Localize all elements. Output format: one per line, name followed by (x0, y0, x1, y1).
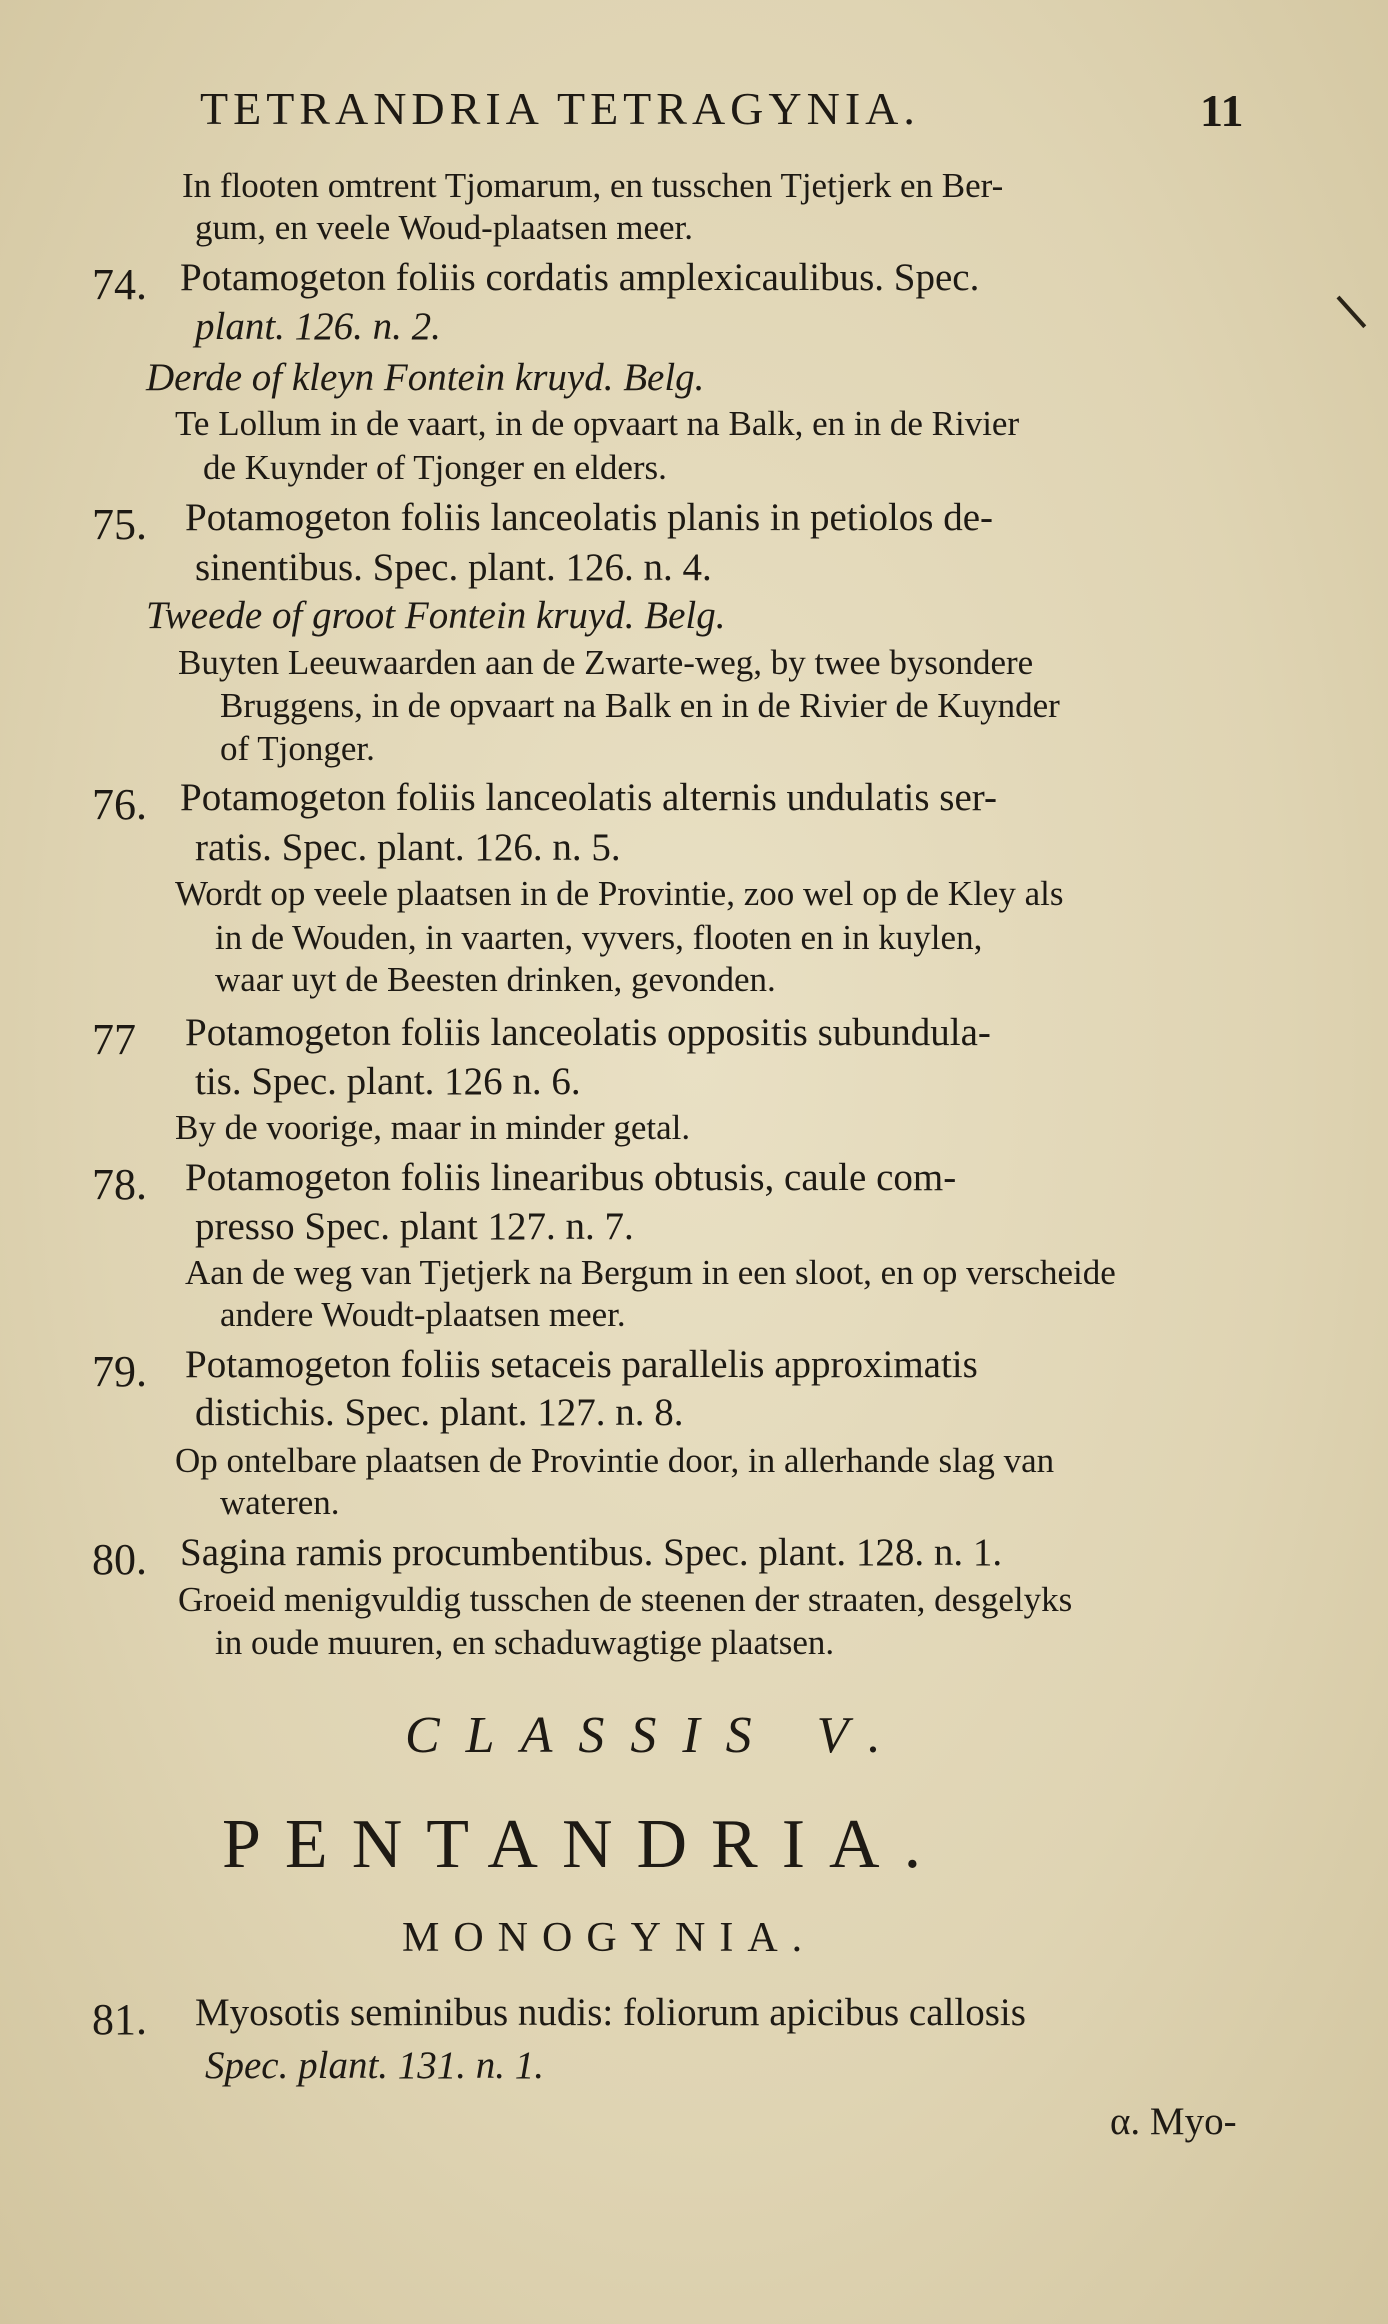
entry-heading: Potamogeton foliis cordatis amplexicaulibus. Spec. (180, 256, 980, 299)
entry-number: 79. (92, 1347, 147, 1396)
entry-heading: Potamogeton foliis lanceolatis alternis undulatis ser- (180, 776, 997, 819)
text-line: In flooten omtrent Tjomarum, en tusschen Tjetjerk en Ber- (182, 166, 1004, 205)
locality-text: Aan de weg van Tjetjerk na Bergum in een sloot, en op verscheide (185, 1253, 1116, 1292)
entry-number: 78. (92, 1160, 147, 1209)
locality-text: wateren. (220, 1483, 340, 1522)
species-reference: Spec. plant. 131. n. 1. (205, 2044, 545, 2087)
locality-text: Te Lollum in de vaart, in de opvaart na Balk, en in de Rivier (175, 404, 1020, 443)
entry-number: 80. (92, 1535, 147, 1584)
vernacular-name: Derde of kleyn Fontein kruyd. Belg. (146, 356, 705, 399)
entry-heading: sinentibus. Spec. plant. 126. n. 4. (195, 546, 712, 589)
locality-text: By de voorige, maar in minder getal. (175, 1108, 691, 1147)
entry-heading: Potamogeton foliis linearibus obtusis, caule com- (185, 1156, 957, 1199)
entry-number: 77 (92, 1015, 136, 1064)
entry-number: 75. (92, 500, 147, 549)
locality-text: andere Woudt-plaatsen meer. (220, 1295, 626, 1334)
locality-text: Buyten Leeuwaarden aan de Zwarte-weg, by twee bysondere (178, 643, 1034, 682)
locality-text: in oude muuren, en schaduwagtige plaatsen. (215, 1623, 835, 1662)
entry-heading: Potamogeton foliis lanceolatis planis in petiolos de- (185, 496, 994, 539)
locality-text: Op ontelbare plaatsen de Provintie door, in allerhande slag van (175, 1441, 1055, 1480)
locality-text: Bruggens, in de opvaart na Balk en in de Rivier de Kuynder (220, 686, 1060, 725)
entry-heading: Potamogeton foliis lanceolatis oppositis subundula- (185, 1011, 991, 1054)
running-title: TETRANDRIA TETRAGYNIA. (200, 83, 920, 134)
vernacular-name: Tweede of groot Fontein kruyd. Belg. (146, 594, 726, 637)
locality-text: waar uyt de Beesten drinken, gevonden. (215, 960, 776, 999)
section-title: CLASSIS V. (405, 1707, 907, 1764)
species-reference: plant. 126. n. 2. (195, 305, 441, 348)
page-number: 11 (1200, 85, 1244, 136)
entry-heading: ratis. Spec. plant. 126. n. 5. (195, 826, 621, 869)
locality-text: Wordt op veele plaatsen in de Provintie, zoo wel op de Kley als (175, 874, 1064, 913)
entry-heading: distichis. Spec. plant. 127. n. 8. (195, 1391, 684, 1434)
text-line: gum, en veele Woud-plaatsen meer. (195, 208, 694, 247)
locality-text: de Kuynder of Tjonger en elders. (203, 448, 667, 487)
locality-text: Groeid menigvuldig tusschen de steenen der straaten, desgelyks (178, 1580, 1073, 1619)
entry-number: 74. (92, 260, 147, 309)
locality-text: of Tjonger. (220, 729, 375, 768)
entry-number: 76. (92, 780, 147, 829)
locality-text: in de Wouden, in vaarten, vyvers, flooten en in kuylen, (215, 918, 983, 957)
class-heading: PENTANDRIA. (222, 1806, 946, 1883)
entry-heading: Sagina ramis procumbentibus. Spec. plant. 128. n. 1. (180, 1531, 1003, 1574)
entry-heading: Potamogeton foliis setaceis parallelis approximatis (185, 1343, 978, 1386)
entry-heading: Myosotis seminibus nudis: foliorum apicibus callosis (195, 1991, 1026, 2034)
entry-number: 81. (92, 1995, 147, 2044)
order-heading: MONOGYNIA. (402, 1915, 817, 1961)
catchword: α. Myo- (1110, 2100, 1237, 2143)
entry-heading: tis. Spec. plant. 126 n. 6. (195, 1060, 581, 1103)
entry-heading: presso Spec. plant 127. n. 7. (195, 1205, 634, 1248)
ink-stroke-mark (1337, 296, 1367, 328)
